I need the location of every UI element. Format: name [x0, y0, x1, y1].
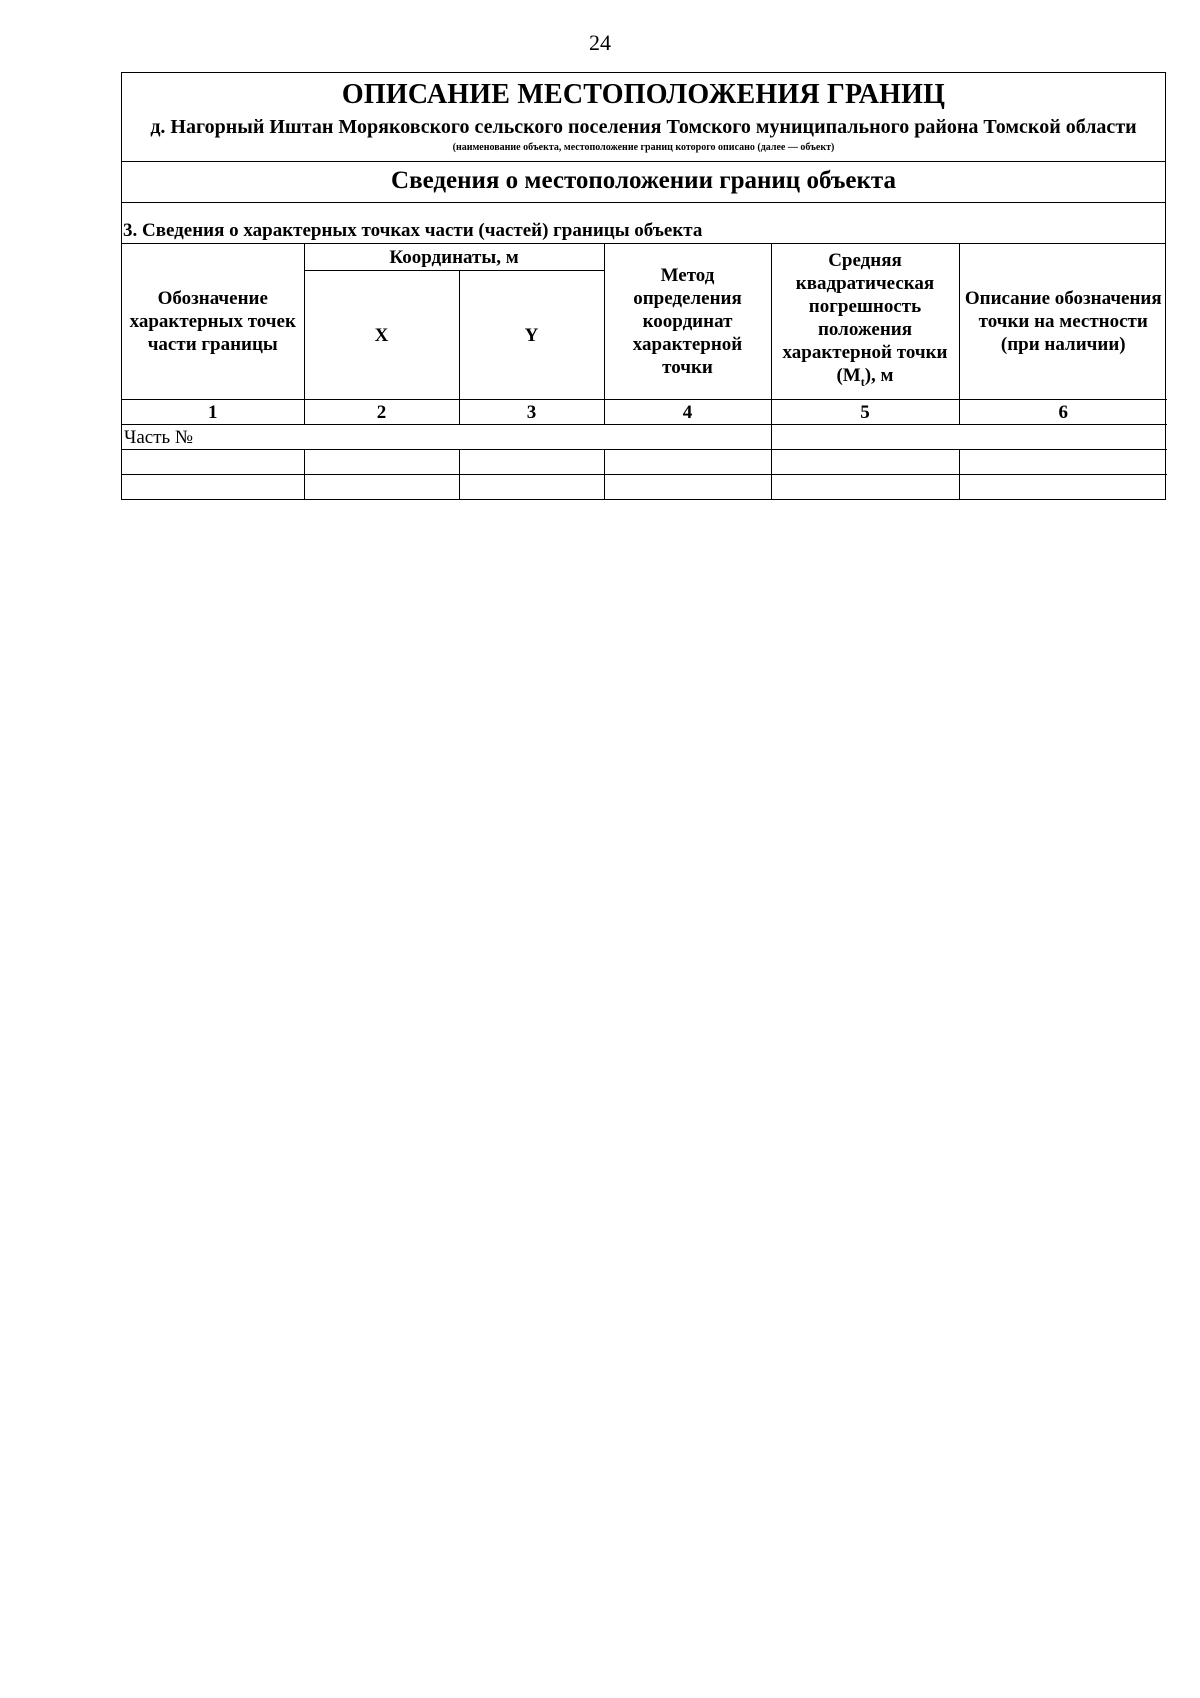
page-number: 24 [589, 30, 611, 55]
column-number-row [122, 400, 1167, 425]
section-heading: Сведения о местоположении границ объекта [122, 162, 1165, 203]
table-cell [122, 475, 304, 500]
table-cell [459, 475, 604, 500]
header-method: Метод определения координат характерной точки [604, 244, 771, 400]
header-point-description: Описание обозначения точки на местности (при наличии) [959, 244, 1167, 400]
part-empty-cell [771, 425, 1167, 450]
column-number-1: 1 [122, 400, 304, 425]
header-coordinates: Координаты, м [304, 244, 604, 271]
document-title: ОПИСАНИЕ МЕСТОПОЛОЖЕНИЯ ГРАНИЦ [341, 79, 946, 110]
header-mean-square-error [771, 244, 959, 400]
table-cell [604, 450, 771, 475]
table-cell [771, 450, 959, 475]
header-x: X [304, 271, 459, 400]
table-cell [459, 450, 604, 475]
document-caption: (наименование объекта, местоположение границ которого описано (далее — объект) [452, 142, 835, 153]
table-row [122, 450, 1167, 475]
subsection-heading: 3. Сведения о характерных точках части (частей) границы объекта [122, 203, 1165, 244]
column-number-2: 2 [304, 400, 459, 425]
table-cell [304, 475, 459, 500]
boundary-points-table [122, 244, 1167, 499]
table-cell [959, 450, 1167, 475]
document-header [122, 73, 1165, 162]
table-cell [122, 450, 304, 475]
header-point-designation: Обозначение характерных точек части границы [122, 244, 304, 400]
header-y: Y [459, 271, 604, 400]
table-cell [959, 475, 1167, 500]
table-cell [604, 475, 771, 500]
part-label: Часть № [122, 425, 771, 450]
table-cell [771, 475, 959, 500]
header-error-unit: ), м [864, 365, 894, 387]
table-cell [304, 450, 459, 475]
table-row [122, 475, 1167, 500]
part-row [122, 425, 1167, 450]
header-error-subscript: t [860, 374, 865, 389]
header-error-text: Средняя квадратическая погрешность положения характерной точки (M [782, 250, 948, 387]
document-frame [121, 72, 1166, 500]
document-subtitle: д. Нагорный Иштан Моряковского сельского поселения Томского муниципального района Томской области [150, 116, 1137, 138]
column-number-4: 4 [604, 400, 771, 425]
column-number-6: 6 [959, 400, 1167, 425]
column-number-5: 5 [771, 400, 959, 425]
column-number-3: 3 [459, 400, 604, 425]
